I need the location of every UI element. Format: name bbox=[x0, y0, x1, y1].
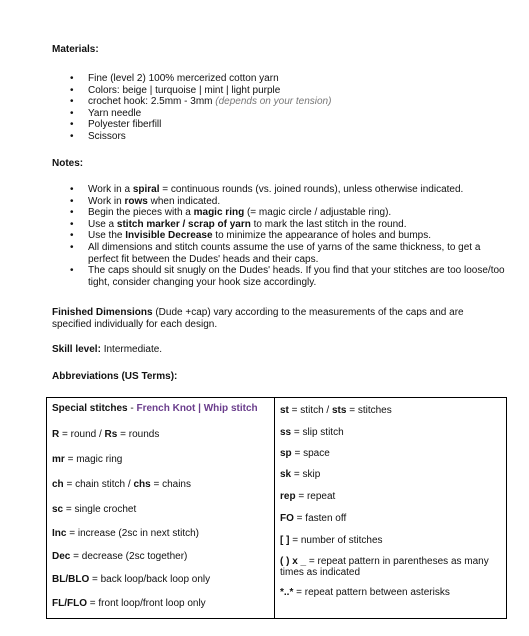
skill-text: Intermediate. bbox=[100, 344, 163, 355]
note-text: Begin the pieces with a bbox=[88, 207, 194, 219]
abbr-def: = chain stitch / bbox=[63, 479, 134, 490]
note-bold: Invisible Decrease bbox=[125, 230, 213, 242]
note-text: (= magic circle / adjustable ring). bbox=[244, 207, 392, 219]
abbr: ch bbox=[52, 479, 64, 490]
table-row bbox=[280, 427, 502, 438]
notes-list bbox=[70, 184, 510, 288]
abbr: R bbox=[52, 429, 60, 440]
table-row bbox=[52, 479, 191, 490]
abbr: rep bbox=[280, 491, 296, 502]
note-text: Work in bbox=[88, 195, 125, 207]
table-row bbox=[52, 429, 159, 440]
separator: - bbox=[127, 403, 137, 414]
item-text: Colors: beige | turquoise | mint | light purple bbox=[88, 84, 281, 96]
item-hint: (depends on your tension) bbox=[215, 96, 332, 108]
column-divider bbox=[274, 398, 275, 618]
note-text: Use the bbox=[88, 230, 126, 242]
abbr-def: = skip bbox=[291, 469, 321, 480]
abbr: ss bbox=[280, 427, 292, 438]
abbr: Inc bbox=[52, 528, 67, 539]
note-bold: rows bbox=[124, 195, 148, 207]
abbr: Dec bbox=[52, 551, 71, 562]
table-row bbox=[52, 551, 187, 562]
abbr: sts bbox=[331, 405, 347, 416]
abbr: FO bbox=[280, 513, 294, 524]
item-text: Polyester fiberfill bbox=[88, 119, 162, 131]
list-item bbox=[70, 265, 510, 288]
abbr-def: = chains bbox=[150, 479, 191, 490]
abbr-def: = stitches bbox=[346, 405, 392, 416]
abbr-def: = magic ring bbox=[64, 454, 123, 465]
abbr: *..* bbox=[280, 587, 294, 598]
abbr: FL/FLO bbox=[52, 598, 87, 609]
note-text: to minimize the appearance of holes and bumps. bbox=[212, 230, 431, 242]
materials-heading: Materials: bbox=[52, 44, 99, 55]
finished-label: Finished Dimensions bbox=[52, 307, 153, 318]
materials-list bbox=[70, 73, 510, 143]
abbr-def: = front loop/front loop only bbox=[87, 598, 206, 609]
abbr: sc bbox=[52, 504, 64, 515]
table-row bbox=[280, 556, 502, 578]
note-text: Use a bbox=[88, 218, 117, 230]
note-text: to mark the last stitch in the round. bbox=[250, 218, 407, 230]
abbr-def: = decrease (2sc together) bbox=[70, 551, 188, 562]
special-stitches-label: Special stitches bbox=[52, 403, 128, 414]
abbr: sp bbox=[280, 448, 292, 459]
table-row bbox=[52, 574, 210, 585]
abbr-def: = repeat bbox=[295, 491, 336, 502]
note-bold: spiral bbox=[132, 184, 160, 195]
note-bold: magic ring bbox=[193, 207, 245, 219]
list-item bbox=[70, 207, 510, 219]
list-item bbox=[70, 96, 510, 108]
abbr: st bbox=[280, 405, 289, 416]
list-item bbox=[70, 196, 510, 208]
table-row bbox=[280, 535, 502, 546]
table-row bbox=[280, 469, 502, 480]
abbr-def: = back loop/back loop only bbox=[89, 574, 211, 585]
table-row bbox=[280, 513, 502, 524]
abbr-def: = repeat pattern in parentheses as many times as indicated bbox=[280, 556, 489, 578]
list-item bbox=[70, 131, 510, 143]
abbr-def: = space bbox=[291, 448, 330, 459]
abbr-def: = rounds bbox=[117, 429, 160, 440]
table-row bbox=[52, 528, 199, 539]
list-item bbox=[70, 73, 510, 85]
table-row bbox=[52, 504, 136, 515]
list-item bbox=[70, 108, 510, 120]
note-text: All dimensions and stitch counts assume the use of yarns of the same thickness, to get a perfect fit between the Dudes' heads and their caps. bbox=[88, 241, 481, 265]
note-text: Work in a bbox=[88, 184, 133, 195]
abbr-def: = single crochet bbox=[63, 504, 137, 515]
table-row bbox=[280, 587, 502, 598]
finished-text: (Dude +cap) vary according to the measurements of the caps and are specified individually for each design. bbox=[52, 307, 464, 330]
note-text: when indicated. bbox=[147, 195, 221, 207]
abbr: Rs bbox=[104, 429, 118, 440]
abbr-def: = fasten off bbox=[293, 513, 347, 524]
list-item bbox=[70, 242, 510, 265]
special-stitches-row bbox=[52, 403, 258, 414]
skill-level bbox=[52, 344, 492, 356]
abbreviations-heading: Abbreviations (US Terms): bbox=[52, 371, 178, 382]
abbr-def: = repeat pattern between asterisks bbox=[293, 587, 450, 598]
table-row bbox=[52, 454, 122, 465]
table-row bbox=[280, 491, 502, 502]
special-stitches-links[interactable]: French Knot | Whip stitch bbox=[136, 403, 258, 414]
abbr: ( ) x _ bbox=[280, 556, 307, 567]
abbr-def: = stitch / bbox=[288, 405, 332, 416]
abbr: chs bbox=[133, 479, 151, 490]
table-row bbox=[52, 598, 206, 609]
item-text: Fine (level 2) 100% mercerized cotton yarn bbox=[88, 73, 279, 84]
list-item bbox=[70, 85, 510, 97]
abbr: BL/BLO bbox=[52, 574, 90, 585]
note-bold: stitch marker / scrap of yarn bbox=[116, 218, 251, 230]
abbr-def: = number of stitches bbox=[289, 535, 383, 546]
list-item bbox=[70, 230, 510, 242]
list-item bbox=[70, 119, 510, 131]
abbr-def: = slip stitch bbox=[291, 427, 344, 438]
abbreviations-table bbox=[46, 397, 507, 619]
skill-label: Skill level: bbox=[52, 344, 101, 355]
finished-dimensions bbox=[52, 307, 492, 330]
abbr-def: = increase (2sc in next stitch) bbox=[66, 528, 200, 539]
list-item bbox=[70, 219, 510, 231]
item-text: Scissors bbox=[88, 130, 126, 142]
note-text: The caps should sit snugly on the Dudes' heads. If you find that your stitches are too loose/too tight, consider changing your hook size accordingly. bbox=[88, 265, 505, 288]
abbr: mr bbox=[52, 454, 65, 465]
notes-heading: Notes: bbox=[52, 158, 84, 169]
abbr: sk bbox=[280, 469, 292, 480]
table-row bbox=[280, 405, 502, 416]
abbr-def: = round / bbox=[59, 429, 105, 440]
item-text: Yarn needle bbox=[88, 107, 142, 119]
table-row bbox=[280, 448, 502, 459]
abbr: [ ] bbox=[280, 535, 290, 546]
list-item bbox=[70, 184, 510, 196]
note-text: = continuous rounds (vs. joined rounds), unless otherwise indicated. bbox=[159, 184, 464, 195]
item-text: crochet hook: 2.5mm - 3mm bbox=[88, 96, 216, 108]
